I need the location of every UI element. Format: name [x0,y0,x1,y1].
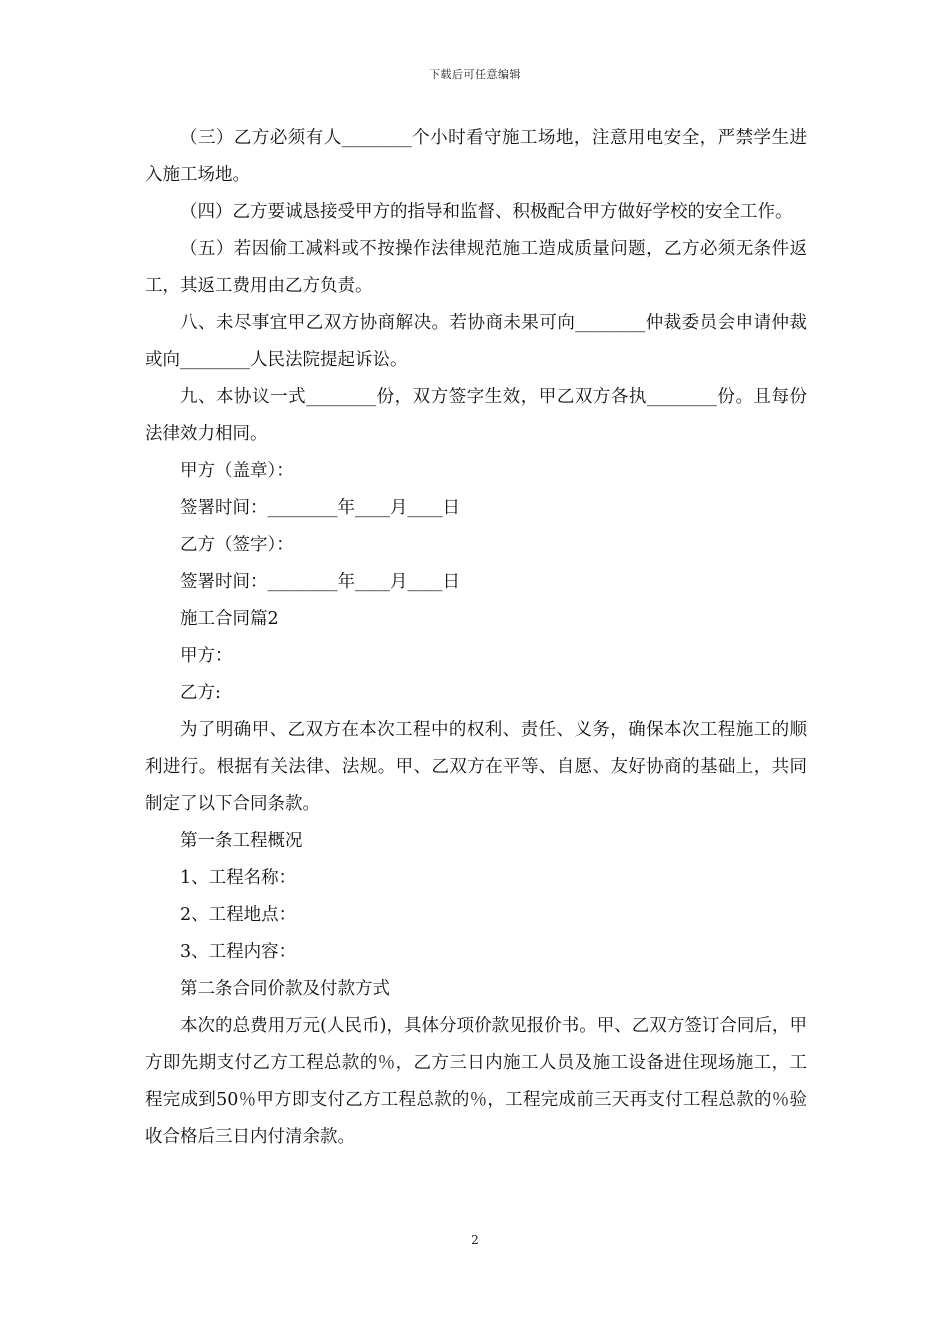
party-a-sign-date: 签署时间：________年____月____日 [180,498,460,518]
clause-3-safety-watch: （三）乙方必须有人________个小时看守施工场地，注意用电安全，严禁学生进入施工场地。 [145,128,807,185]
document-body [145,120,807,1156]
clause-4-supervision: （四）乙方要诚恳接受甲方的指导和监督、积极配合甲方做好学校的安全工作。 [180,202,793,222]
party-b-sign-line: 乙方（签字）： [180,535,294,555]
project-name-line: 1、工程名称： [180,868,297,888]
article-2-heading: 第二条合同价款及付款方式 [180,979,390,999]
article-9-copies: 九、本协议一式________份，双方签字生效，甲乙双方各执________份。且每份法律效力相同。 [145,387,807,444]
preamble-paragraph: 为了明确甲、乙双方在本次工程中的权利、责任、义务，确保本次工程施工的顺利进行。根据有关法律、法规。甲、乙双方在平等、自愿、友好协商的基础上，共同制定了以下合同条款。 [145,720,807,814]
article-8-dispute: 八、未尽事宜甲乙双方协商解决。若协商未果可向________仲裁委员会申请仲裁或向________人民法院提起诉讼。 [145,313,807,370]
page-header: 下载后可任意编辑 [429,68,521,81]
party-a-seal-line: 甲方（盖章）： [180,461,294,481]
page-number: 2 [471,1233,479,1247]
article-1-heading: 第一条工程概况 [180,831,303,851]
project-content-line: 3、工程内容： [180,942,297,962]
clause-5-rework: （五）若因偷工减料或不按操作法律规范施工造成质量问题，乙方必须无条件返工，其返工费用由乙方负责。 [145,239,807,296]
section-title-contract-2: 施工合同篇2 [180,609,279,629]
party-a-line: 甲方： [180,646,233,666]
party-b-sign-date: 签署时间：________年____月____日 [180,572,460,592]
party-b-line: 乙方: [180,683,221,703]
payment-terms-paragraph: 本次的总费用万元(人民币)，具体分项价款见报价书。甲、乙双方签订合同后，甲方即先期支付乙方工程总款的％，乙方三日内施工人员及施工设备进住现场施工，工程完成到50％甲方即支付乙方工程总款的％，工程完成前三天再支付工程总款的％验收合格后三日内付清余款。 [145,1016,807,1147]
project-location-line: 2、工程地点： [180,905,297,925]
